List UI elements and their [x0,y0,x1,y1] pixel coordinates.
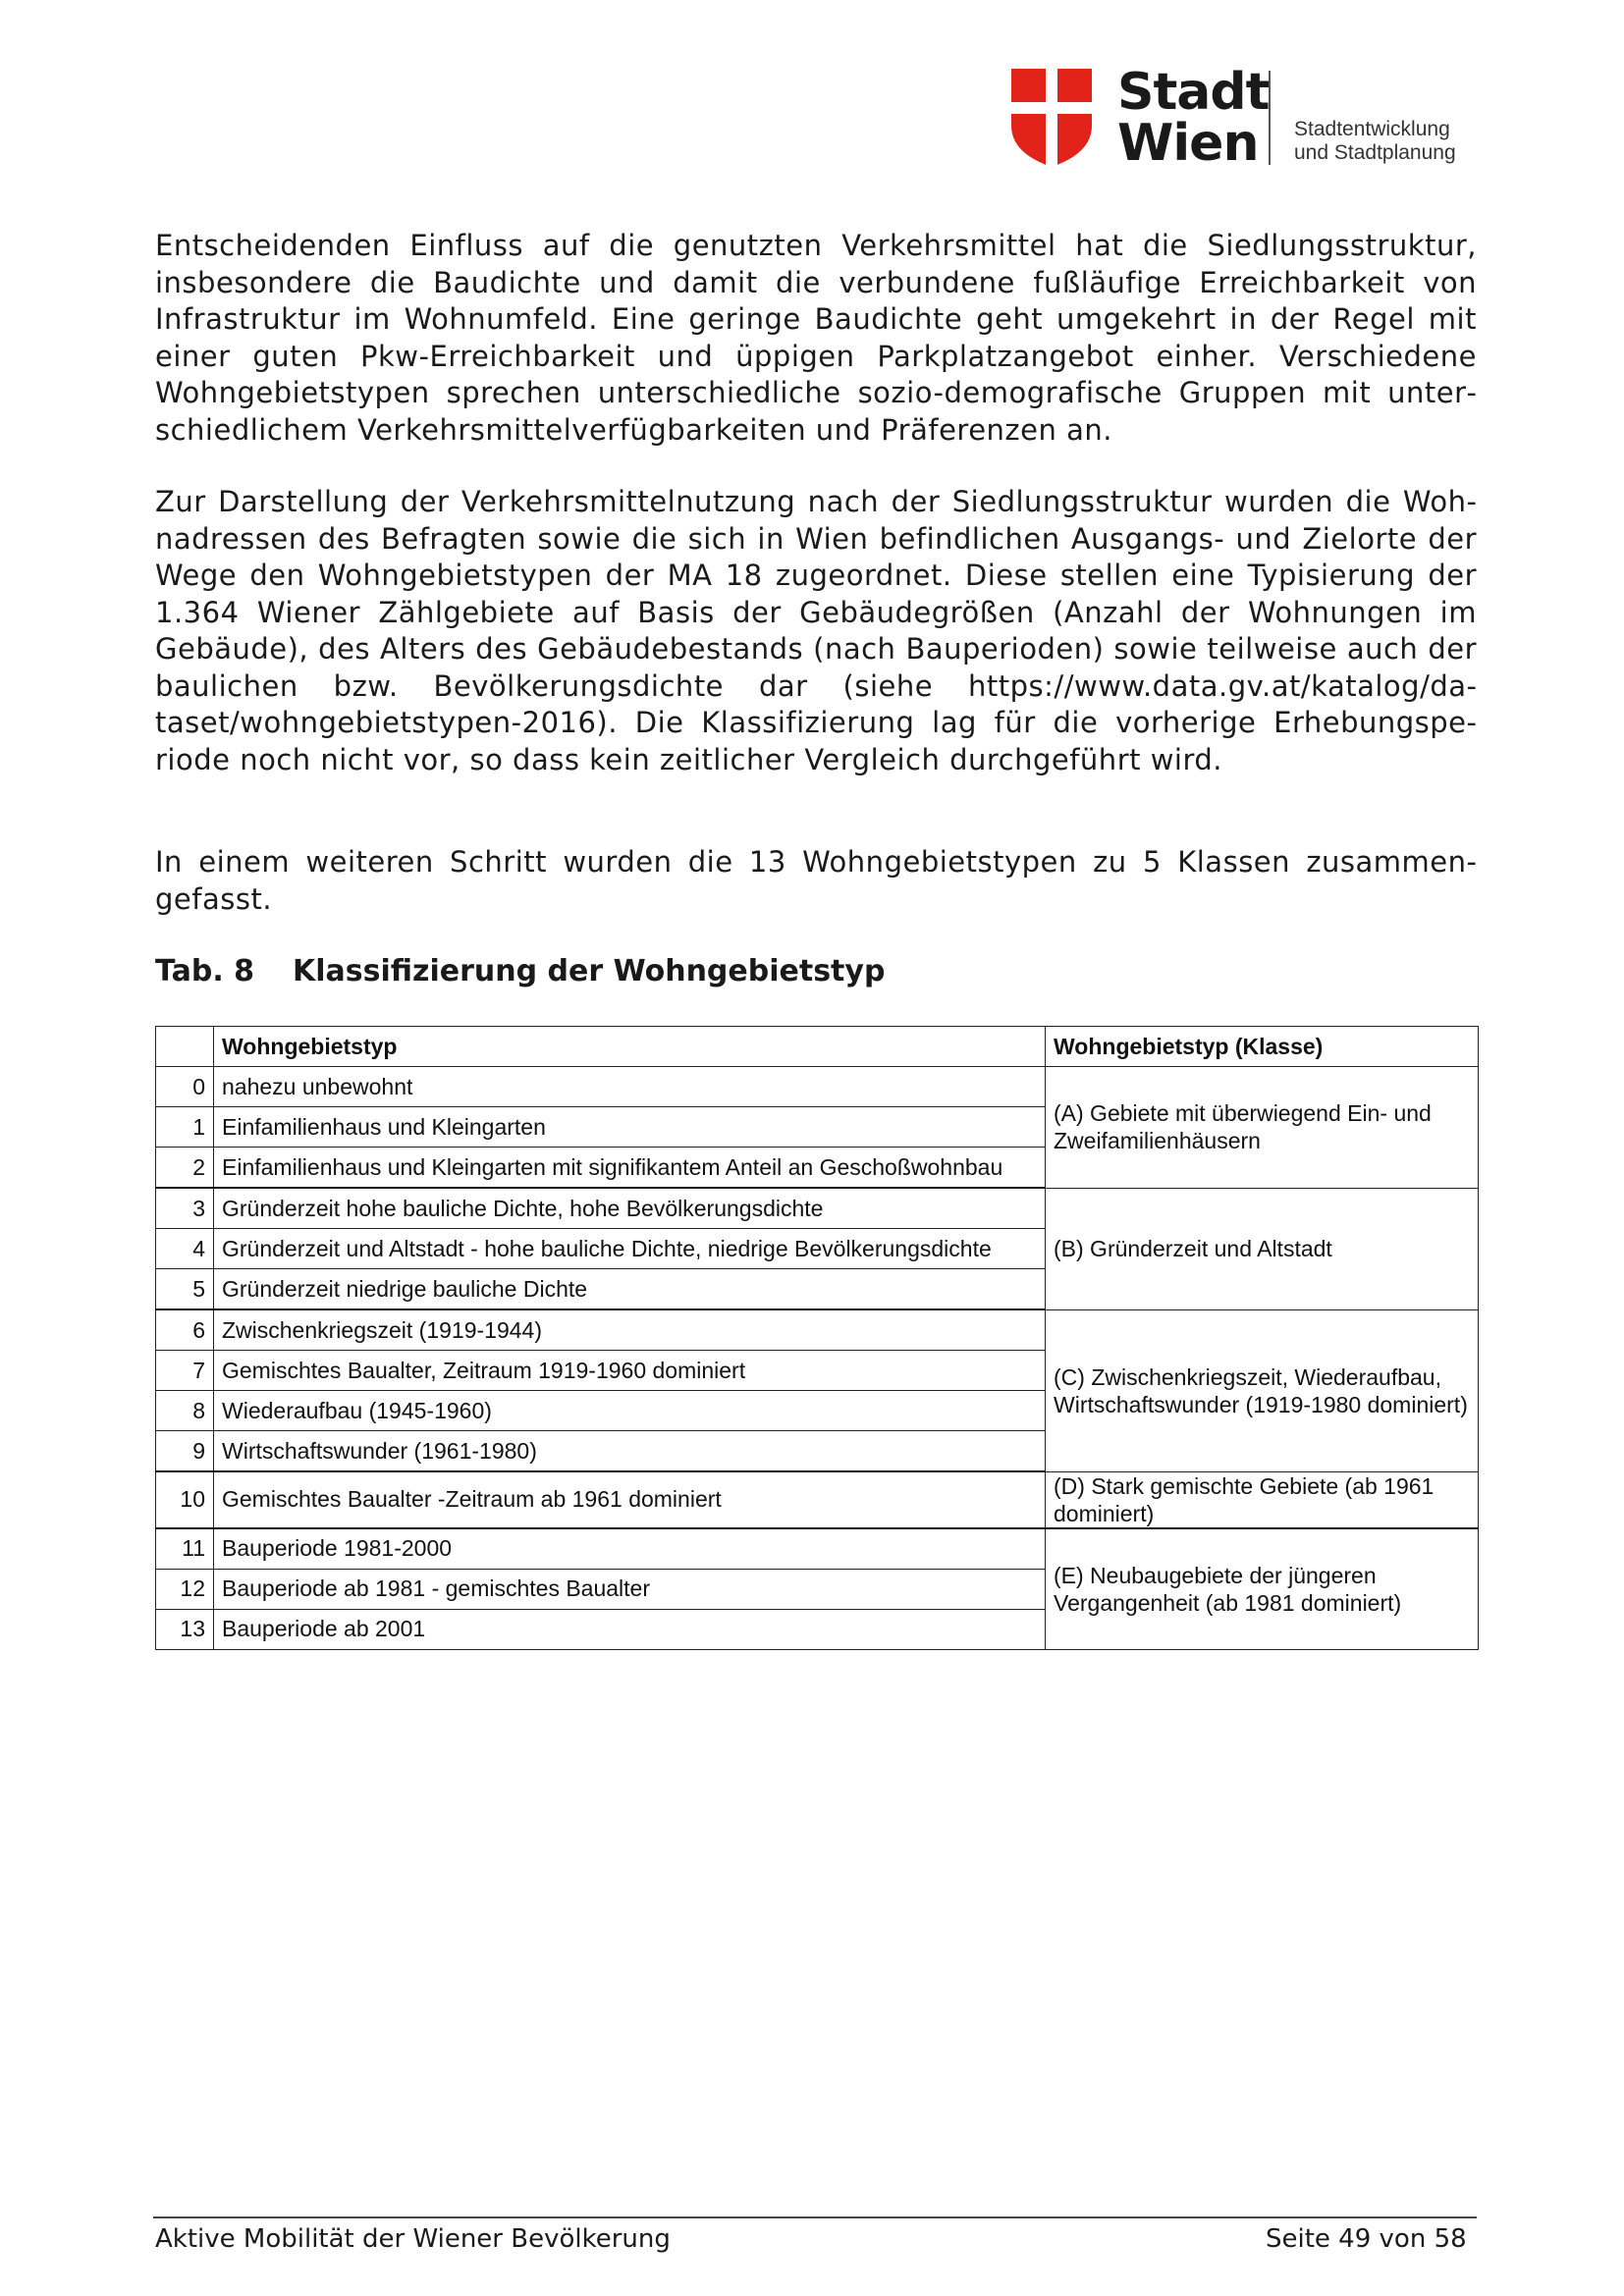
department-line-1: Stadtentwicklung [1294,118,1450,140]
row-type: Bauperiode ab 1981 - gemischtes Baualter [214,1569,1046,1609]
paragraph-classes-summary: In einem weiteren Schritt wurden die 13 Wohngebietstypen zu 5 Klassen zusammengefasst. [155,845,1477,916]
header-wohngebietstyp: Wohngebietstyp [214,1027,1046,1067]
table-caption [155,952,885,991]
table-row [156,1528,1479,1570]
row-type: Gemischtes Baualter -Zeitraum ab 1961 dominiert [214,1471,1046,1528]
row-number: 13 [156,1609,214,1649]
row-number: 0 [156,1067,214,1107]
table-row [156,1067,1479,1107]
header-klasse: Wohngebietstyp (Klasse) [1046,1027,1479,1067]
header-number-cell [156,1027,214,1067]
classification-table [155,1026,1479,1650]
table-row [156,1188,1479,1229]
logo-word-wien: Wien [1117,114,1259,173]
table-number: Tab. 8 [155,954,255,988]
table-row [156,1471,1479,1528]
row-type: nahezu unbewohnt [214,1067,1046,1107]
row-type: Wirtschaftswunder (1961-1980) [214,1431,1046,1472]
row-type: Einfamilienhaus und Kleingarten [214,1107,1046,1148]
row-number: 6 [156,1309,214,1351]
table-title: Klassifizierung der Wohngebietstyp [293,954,886,988]
class-cell-b: (B) Gründerzeit und Altstadt [1046,1188,1479,1309]
row-number: 4 [156,1229,214,1269]
stadt-wien-logo [1011,63,1483,177]
paragraph-settlement-structure: Entscheidenden Einfluss auf die genutzten Verkehrsmittel hat die Siedlungsstruktur, insbesondere die Baudichte und damit die verbundene fußläufige Erreichbarkeit von Infrastruktur im Wohnumfeld. Eine geringe Baudichte geht umgekehrt in der Regel mit einer guten Pkw-Erreichbarkeit und üppigen Parkplatzangebot einher. Verschiedene Wohngebietstypen sprechen unterschiedliche sozio-demografische Gruppen mit unterschiedlichem Verkehrsmittelverfügbarkeiten und Präferenzen an. [155,229,1477,447]
row-number: 5 [156,1269,214,1310]
row-number: 2 [156,1148,214,1189]
table-header-row [156,1027,1479,1067]
row-number: 7 [156,1351,214,1391]
row-type: Gründerzeit und Altstadt - hohe bauliche Dichte, niedrige Bevölkerungsdichte [214,1229,1046,1269]
row-type: Bauperiode ab 2001 [214,1609,1046,1649]
footer-page-number: Seite 49 von 58 [1266,2224,1467,2254]
row-type: Zwischenkriegszeit (1919-1944) [214,1309,1046,1351]
row-type: Gründerzeit niedrige bauliche Dichte [214,1269,1046,1310]
class-cell-d: (D) Stark gemischte Gebiete (ab 1961 dominiert) [1046,1471,1479,1528]
class-cell-c: (C) Zwischenkriegszeit, Wiederaufbau, Wirtschaftswunder (1919-1980 dominiert) [1046,1309,1479,1471]
row-number: 10 [156,1471,214,1528]
row-number: 3 [156,1188,214,1229]
department-line-2: und Stadtplanung [1294,141,1456,164]
row-type: Gründerzeit hohe bauliche Dichte, hohe Bevölkerungsdichte [214,1188,1046,1229]
logo-divider [1269,71,1271,165]
row-type: Wiederaufbau (1945-1960) [214,1391,1046,1431]
row-number: 12 [156,1569,214,1609]
vienna-shield-icon [1011,69,1092,167]
row-number: 11 [156,1528,214,1570]
row-number: 9 [156,1431,214,1472]
class-cell-e: (E) Neubaugebiete der jüngeren Vergangenheit (ab 1981 dominiert) [1046,1528,1479,1650]
table-row [156,1309,1479,1351]
paragraph-residential-area-types: Zur Darstellung der Verkehrsmittelnutzung nach der Siedlungsstruktur wurden die Wohnadressen des Befragten sowie die sich in Wien befindlichen Ausgangs- und Zielorte der Wege den Wohngebietstypen der MA 18 zugeordnet. Diese stellen eine Typisierung der 1.364 Wiener Zählgebiete auf Basis der Gebäudegrößen (Anzahl der Wohnungen im Gebäude), des Alters des Gebäudebestands (nach Bauperioden) sowie teilweise auch der baulichen bzw. Bevölkerungsdichte dar (siehe https://www.data.gv.at/katalog/dataset/wohngebietstypen-2016). Die Klassifizierung lag für die vorherige Erhebungsperiode noch nicht vor, so dass kein zeitlicher Vergleich durchgeführt wird. [155,485,1477,776]
row-type: Einfamilienhaus und Kleingarten mit signifikantem Anteil an Geschoßwohnbau [214,1148,1046,1189]
row-type: Gemischtes Baualter, Zeitraum 1919-1960 dominiert [214,1351,1046,1391]
row-type: Bauperiode 1981-2000 [214,1528,1046,1570]
logo-word-stadt: Stadt [1117,63,1270,122]
row-number: 1 [156,1107,214,1148]
class-cell-a: (A) Gebiete mit überwiegend Ein- und Zweifamilienhäusern [1046,1067,1479,1189]
row-number: 8 [156,1391,214,1431]
footer-divider [153,2216,1477,2218]
footer-document-title: Aktive Mobilität der Wiener Bevölkerung [155,2224,671,2254]
